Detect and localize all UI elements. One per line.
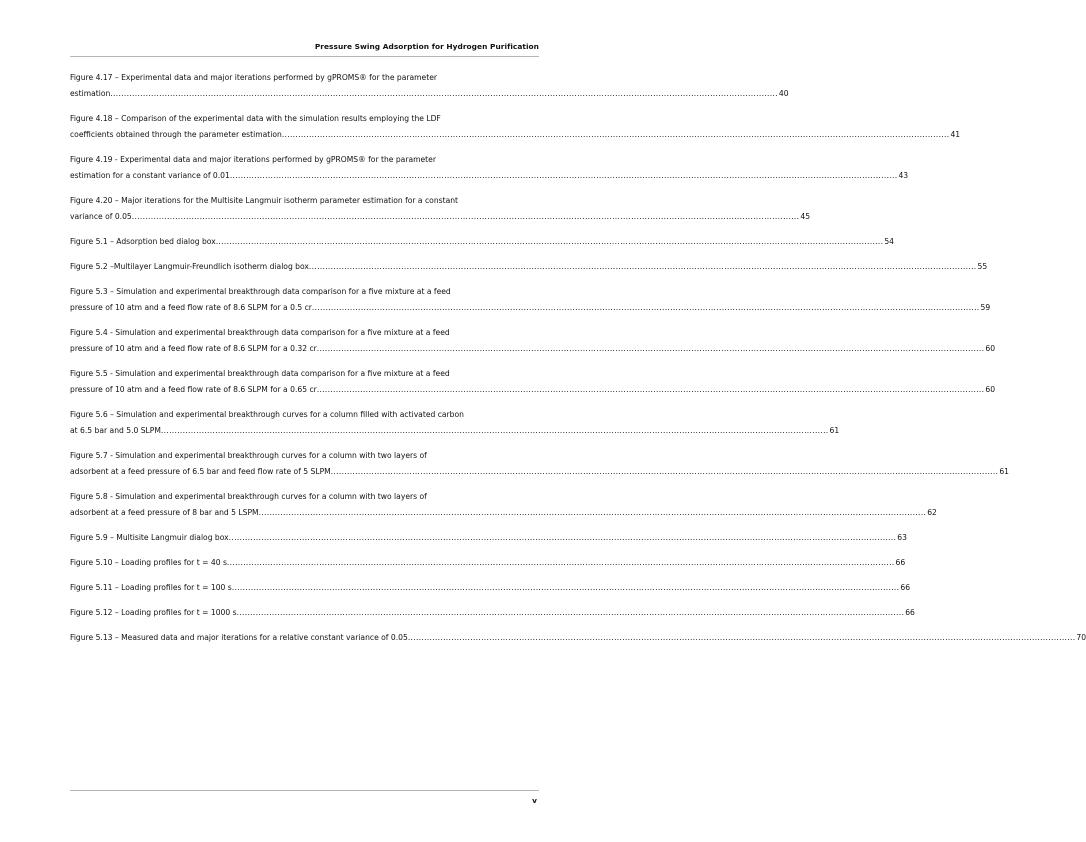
dot-leader	[309, 259, 977, 275]
toc-entry-leader-line	[70, 505, 937, 521]
toc-entry-title: adsorbent at a feed pressure of 6.5 bar and feed flow rate of 5 SLPM	[70, 467, 331, 476]
toc-entry-leader-line	[70, 555, 906, 571]
toc-entry[interactable]	[70, 580, 911, 596]
toc-entry-title: estimation	[70, 89, 111, 98]
toc-entry[interactable]	[70, 407, 840, 439]
toc-entry-page-number: 41	[950, 130, 961, 139]
toc-entry[interactable]	[70, 193, 811, 225]
toc-entry-title: pressure of 10 atm and a feed flow rate of 8.6 SLPM for a 0.5 cr	[70, 303, 312, 312]
toc-entry-leader-line	[70, 341, 996, 357]
toc-entry-title: estimation for a constant variance of 0.01	[70, 171, 230, 180]
toc-entry-leader-line	[70, 382, 996, 398]
toc-entry-page-number: 45	[800, 212, 811, 221]
dot-leader	[312, 300, 980, 316]
toc-entry[interactable]	[70, 259, 988, 275]
toc-entry-title: Figure 5.13 – Measured data and major iterations for a relative constant variance of 0.05	[70, 633, 408, 642]
toc-entry-title-line: Figure 4.20 – Major iterations for the Multisite Langmuir isotherm parameter estimation for a constant	[70, 196, 459, 205]
toc-entry[interactable]	[70, 111, 961, 143]
toc-entry-title: adsorbent at a feed pressure of 8 bar and 5 LSPM	[70, 508, 259, 517]
toc-entry-leader-line	[70, 605, 915, 621]
toc-entry-leader-line	[70, 580, 911, 596]
toc-entry-title: Figure 5.9 – Multisite Langmuir dialog box	[70, 533, 229, 542]
toc-entry[interactable]	[70, 530, 907, 546]
toc-entry-title-line: Figure 5.6 – Simulation and experimental breakthrough curves for a column filled with activated carbon	[70, 410, 464, 419]
toc-entry-leader-line	[70, 464, 1009, 480]
dot-leader	[317, 382, 985, 398]
toc-entry-title-line: Figure 5.7 - Simulation and experimental breakthrough curves for a column with two layers of	[70, 451, 427, 460]
toc-entry-title-line: Figure 5.4 - Simulation and experimental breakthrough data comparison for a five mixture at a feed	[70, 328, 450, 337]
toc-entry-leader-line	[70, 86, 789, 102]
toc-entry-page-number: 59	[980, 303, 991, 312]
toc-entry-title-line: Figure 4.19 - Experimental data and major iterations performed by gPROMS® for the parameter	[70, 155, 436, 164]
toc-entry-page-number: 66	[895, 558, 906, 567]
toc-entry-leader-line	[70, 259, 988, 275]
toc-entry-leader-line	[70, 127, 961, 143]
toc-entry-page-number: 40	[778, 89, 789, 98]
dot-leader	[232, 580, 900, 596]
toc-entry-page-number: 60	[985, 344, 996, 353]
toc-entry[interactable]	[70, 284, 991, 316]
toc-entry-page-number: 55	[977, 262, 988, 271]
dot-leader	[230, 168, 898, 184]
toc-entry-title-line: Figure 4.18 – Comparison of the experimental data with the simulation results employing the LDF	[70, 114, 441, 123]
toc-entry-title: Figure 5.2 –Multilayer Langmuir-Freundlich isotherm dialog box	[70, 262, 309, 271]
toc-entry-page-number: 43	[898, 171, 909, 180]
header-divider	[70, 56, 539, 57]
toc-entry-page-number: 70	[1076, 633, 1086, 642]
dot-leader	[216, 234, 884, 250]
toc-entry-page-number: 66	[905, 608, 915, 617]
toc-entry[interactable]	[70, 70, 789, 102]
dot-leader	[331, 464, 999, 480]
toc-entry[interactable]	[70, 555, 906, 571]
dot-leader	[132, 209, 800, 225]
page-number: v	[532, 796, 537, 805]
toc-entry-title: variance of 0.05	[70, 212, 132, 221]
toc-entry-title: Figure 5.12 – Loading profiles for t = 1000 s	[70, 608, 237, 617]
toc-entry-title: Figure 5.11 – Loading profiles for t = 100 s	[70, 583, 232, 592]
toc-entry-page-number: 61	[999, 467, 1009, 476]
toc-entry[interactable]	[70, 366, 996, 398]
toc-entry-page-number: 54	[884, 237, 894, 246]
dot-leader	[317, 341, 985, 357]
toc-entry-title-line: Figure 4.17 – Experimental data and major iterations performed by gPROMS® for the parameter	[70, 73, 438, 82]
toc-entry-title: pressure of 10 atm and a feed flow rate of 8.6 SLPM for a 0.32 cr	[70, 344, 317, 353]
toc-entry-leader-line	[70, 630, 1086, 646]
toc-entry-page-number: 60	[985, 385, 996, 394]
toc-entry-leader-line	[70, 423, 840, 439]
dot-leader	[237, 605, 905, 621]
toc-entry-title: pressure of 10 atm and a feed flow rate of 8.6 SLPM for a 0.65 cr	[70, 385, 317, 394]
dot-leader	[229, 530, 897, 546]
toc-entry-title: Figure 5.10 – Loading profiles for t = 40 s	[70, 558, 227, 567]
toc-entry-title-line: Figure 5.5 - Simulation and experimental breakthrough data comparison for a five mixture at a feed	[70, 369, 450, 378]
dot-leader	[227, 555, 895, 571]
toc-entry-page-number: 63	[897, 533, 907, 542]
running-header: Pressure Swing Adsorption for Hydrogen Purification	[314, 42, 539, 51]
dot-leader	[282, 127, 950, 143]
toc-entry[interactable]	[70, 630, 1086, 646]
toc-entry-title: coefficients obtained through the parameter estimation	[70, 130, 282, 139]
toc-entry-title-line: Figure 5.8 - Simulation and experimental breakthrough curves for a column with two layers of	[70, 492, 427, 501]
toc-entry[interactable]	[70, 325, 996, 357]
toc-entry[interactable]	[70, 448, 1009, 480]
toc-entry-title-line: Figure 5.3 – Simulation and experimental breakthrough data comparison for a five mixture at a feed	[70, 287, 451, 296]
toc-entry[interactable]	[70, 234, 894, 250]
dot-leader	[259, 505, 927, 521]
toc-entry-leader-line	[70, 300, 991, 316]
toc-entry-leader-line	[70, 530, 907, 546]
dot-leader	[408, 630, 1076, 646]
toc-entry-page-number: 66	[900, 583, 911, 592]
dot-leader	[110, 86, 778, 102]
toc-entry-leader-line	[70, 234, 894, 250]
toc-entry[interactable]	[70, 605, 915, 621]
toc-entry-title: at 6.5 bar and 5.0 SLPM	[70, 426, 161, 435]
toc-entry-page-number: 62	[927, 508, 937, 517]
footer-divider	[70, 790, 539, 791]
toc-entry[interactable]	[70, 489, 937, 521]
list-of-figures	[70, 70, 1086, 655]
dot-leader	[161, 423, 829, 439]
toc-entry-leader-line	[70, 209, 811, 225]
toc-entry-leader-line	[70, 168, 909, 184]
toc-entry-title: Figure 5.1 – Adsorption bed dialog box	[70, 237, 216, 246]
toc-entry-page-number: 61	[829, 426, 840, 435]
toc-entry[interactable]	[70, 152, 909, 184]
